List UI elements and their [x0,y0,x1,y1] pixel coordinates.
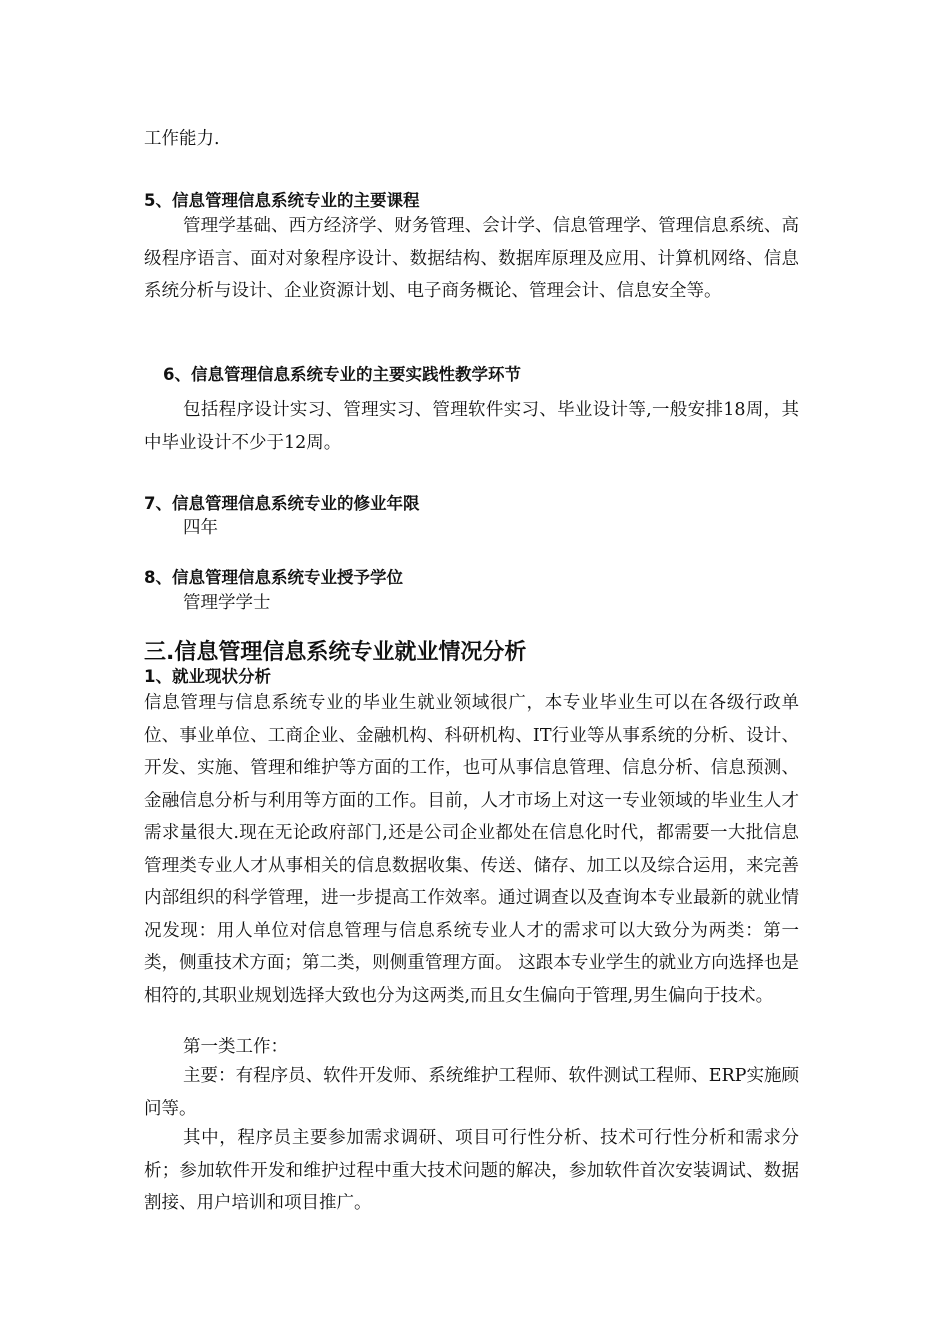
section-8-body: 管理学学士 [183,593,271,613]
section-6-body: 包括程序设计实习、管理实习、管理软件实习、毕业设计等,一般安排18周，其中毕业设计不少于12周。 [144,400,799,453]
part-3-subheading: 1、就业现状分析 [144,667,271,686]
section-8-heading: 8、信息管理信息系统专业授予学位 [144,568,403,587]
type-1-label: 第一类工作： [183,1037,288,1057]
section-7-body: 四年 [183,518,218,538]
section-7-heading: 7、信息管理信息系统专业的修业年限 [144,494,420,513]
type-1-main-jobs: 主要：有程序员、软件开发师、系统维护工程师、软件测试工程师、ERP实施顾问等。 [144,1066,799,1119]
type-1-detail: 其中，程序员主要参加需求调研、项目可行性分析、技术可行性分析和需求分析；参加软件开发和维护过程中重大技术问题的解决，参加软件首次安装调试、数据割接、用户培训和项目推广。 [144,1128,799,1213]
section-6-heading: 6、信息管理信息系统专业的主要实践性教学环节 [163,365,521,384]
intro-tail-text: 工作能力. [144,129,220,149]
section-5-heading: 5、信息管理信息系统专业的主要课程 [144,191,420,210]
employment-analysis-paragraph: 信息管理与信息系统专业的毕业生就业领域很广，本专业毕业生可以在各级行政单位、事业单位、工商企业、金融机构、科研机构、IT行业等从事系统的分析、设计、开发、实施、管理和维护等方面的工作，也可从事信息管理、信息分析、信息预测、金融信息分析与利用等方面的工作。目前，人才市场上对这一专业领域的毕业生人才需求量很大.现在无论政府部门,还是公司企业都处在信息化时代，都需要一大批信息管理类专业人才从事相关的信息数据收集、传送、储存、加工以及综合运用，来完善内部组织的科学管理，进一步提高工作效率。通过调查以及查询本专业最新的就业情况发现：用人单位对信息管理与信息系统专业人才的需求可以大致分为两类：第一类，侧重技术方面；第二类，则侧重管理方面。 这跟本专业学生的就业方向选择也是相符的,其职业规划选择大致也分为这两类,而且女生偏向于管理,男生偏向于技术。 [144,693,799,1006]
part-3-title: 三.信息管理信息系统专业就业情况分析 [144,640,527,665]
section-5-body: 管理学基础、西方经济学、财务管理、会计学、信息管理学、管理信息系统、高级程序语言、面对对象程序设计、数据结构、数据库原理及应用、计算机网络、信息系统分析与设计、企业资源计划、电子商务概论、管理会计、信息安全等。 [144,216,799,301]
